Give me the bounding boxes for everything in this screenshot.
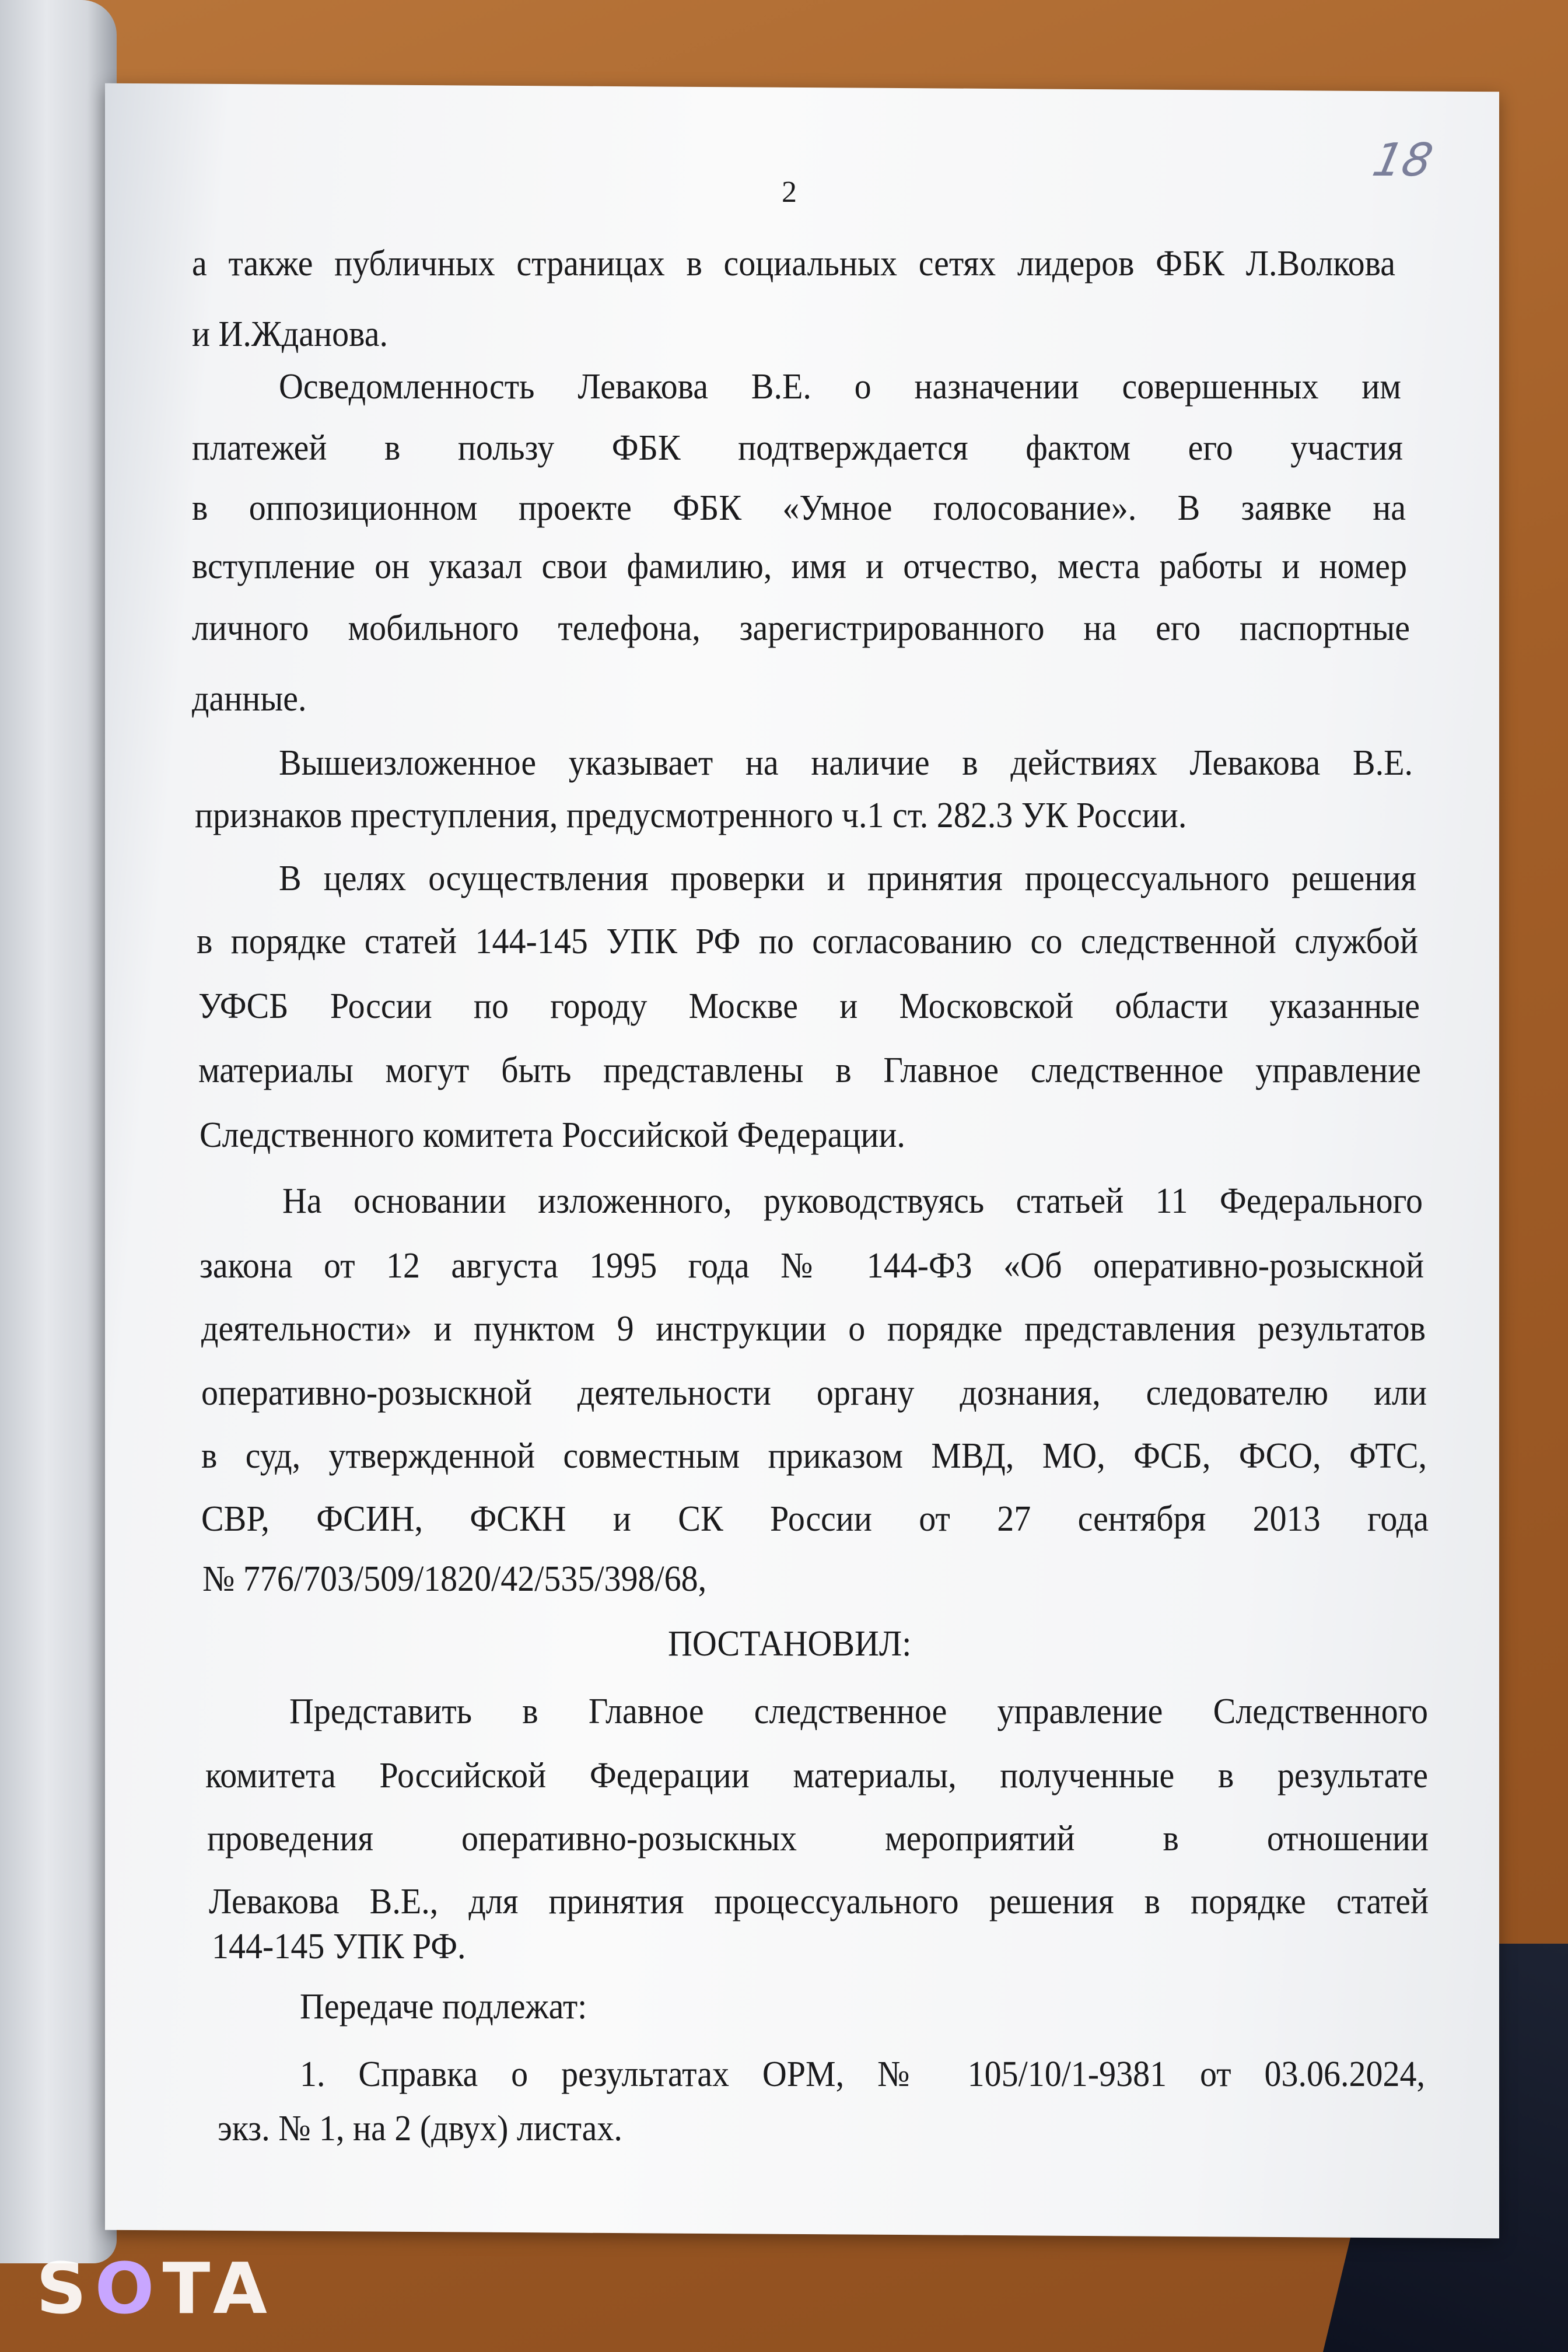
text-line: Осведомленность Левакова В.Е. о назначении совершенных им	[279, 365, 1401, 407]
text-line: Вышеизложенное указывает на наличие в действиях Левакова В.Е.	[279, 741, 1413, 783]
text-line: вступление он указал свои фамилию, имя и отчество, места работы и номер	[192, 545, 1407, 587]
text-line: платежей в пользу ФБК подтверждается фактом его участия	[192, 426, 1403, 468]
text-line: Левакова В.Е., для принятия процессуального решения в порядке статей	[209, 1880, 1429, 1922]
sota-logo: SOTA	[36, 2249, 275, 2330]
text-line: и И.Жданова.	[192, 313, 388, 355]
text-line: в порядке статей 144-145 УПК РФ по согласованию со следственной службой	[197, 920, 1418, 962]
text-line: комитета Российской Федерации материалы, полученные в результате	[205, 1754, 1428, 1796]
text-line: данные.	[192, 677, 307, 719]
handwritten-sheet-number: 18	[1368, 134, 1437, 187]
text-line: 1. Справка о результатах ОРМ, № 105/10/1-9381 от 03.06.2024,	[300, 2053, 1425, 2095]
text-line: Следственного комитета Российской Федерации.	[200, 1114, 905, 1156]
resolution-heading: ПОСТАНОВИЛ:	[668, 1622, 912, 1664]
text-line: СВР, ФСИН, ФСКН и СК России от 27 сентября 2013 года	[201, 1497, 1429, 1539]
text-line: а также публичных страницах в социальных сетях лидеров ФБК Л.Волкова	[192, 242, 1395, 284]
text-line: в оппозиционном проекте ФБК «Умное голосование». В заявке на	[192, 487, 1406, 528]
text-line: Представить в Главное следственное управление Следственного	[289, 1690, 1428, 1732]
text-line: оперативно-розыскной деятельности органу дознания, следователю или	[201, 1371, 1427, 1413]
text-line: материалы могут быть представлены в Главное следственное управление	[198, 1049, 1421, 1091]
text-line: проведения оперативно-розыскных мероприятий в отношении	[207, 1817, 1429, 1859]
text-line: № 776/703/509/1820/42/535/398/68,	[202, 1558, 707, 1600]
text-line: В целях осуществления проверки и принятия процессуального решения	[279, 857, 1416, 899]
text-line: признаков преступления, предусмотренного ч.1 ст. 282.3 УК России.	[195, 794, 1187, 836]
text-line: закона от 12 августа 1995 года № 144-ФЗ «Об оперативно-розыскной	[200, 1244, 1424, 1286]
text-line: личного мобильного телефона, зарегистрированного на его паспортные	[192, 607, 1410, 649]
text-line: 144-145 УПК РФ.	[212, 1925, 466, 1967]
text-line: деятельности» и пунктом 9 инструкции о порядке представления результатов	[201, 1307, 1426, 1349]
text-line: Передаче подлежат:	[300, 1985, 587, 2027]
text-line: УФСБ России по городу Москве и Московской области указанные	[198, 985, 1420, 1027]
page-number: 2	[782, 176, 797, 209]
text-line: экз. № 1, на 2 (двух) листах.	[218, 2107, 622, 2149]
stacked-pages-edge	[0, 0, 117, 2263]
text-line: На основании изложенного, руководствуясь статьей 11 Федерального	[282, 1180, 1423, 1222]
text-line: в суд, утвержденной совместным приказом МВД, МО, ФСБ, ФСО, ФТС,	[201, 1434, 1427, 1476]
